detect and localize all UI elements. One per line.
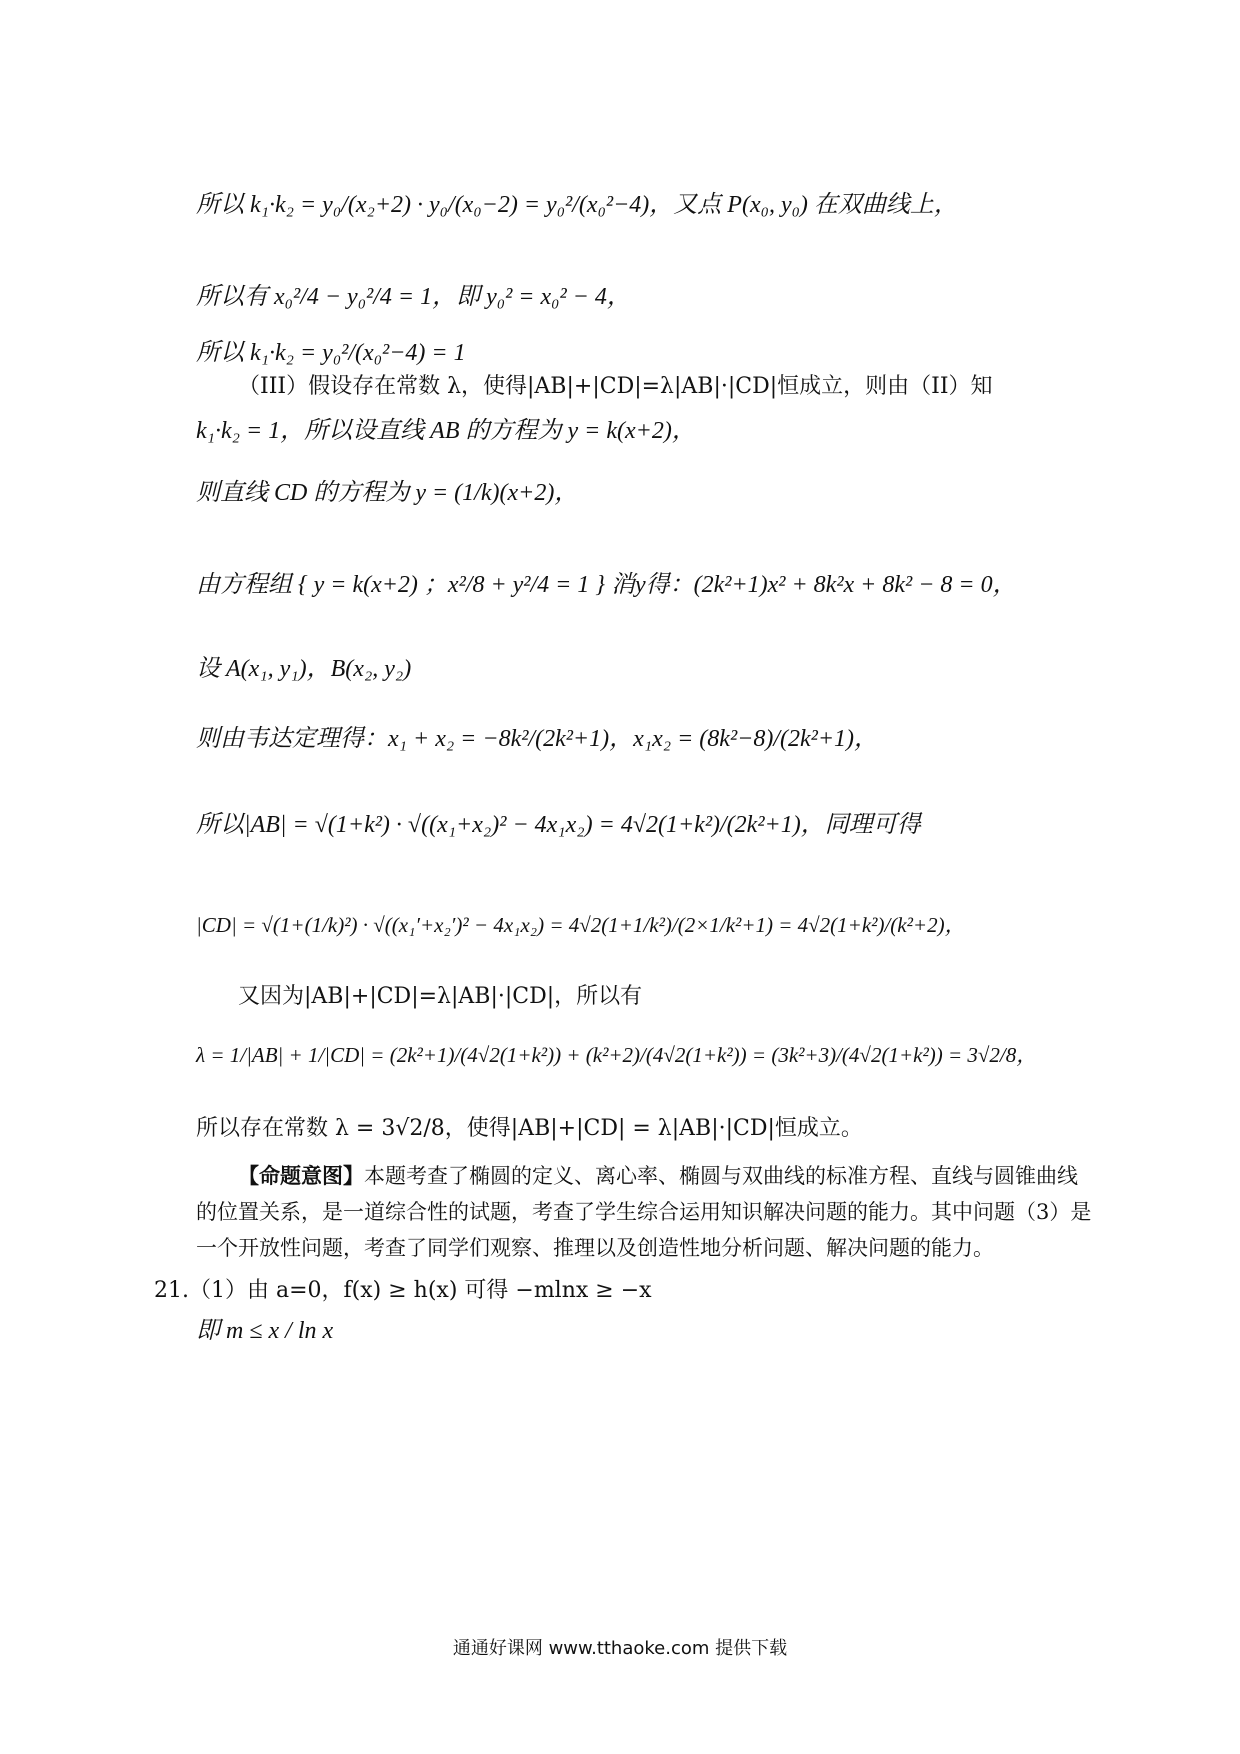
line-7: 由方程组 { y = k(x+2) ；x²/8 + y²/4 = 1 } 消y得：(2k²+1)x² + 8k²x + 8k² − 8 = 0， xyxy=(196,572,1017,598)
intent-text: 本题考查了椭圆的定义、离心率、椭圆与双曲线的标准方程、直线与圆锥曲线的位置关系，是一道综合性的试题，考查了学生综合运用知识解决问题的能力。其中问题（3）是一个开放性问题，考查了同学们观察、推理以及创造性地分析问题、解决问题的能力。 xyxy=(196,1164,1092,1260)
line-9: 则由韦达定理得：x₁ + x₂ = −8k²/(2k²+1)，x₁x₂ = (8k²−8)/(2k²+1)， xyxy=(196,726,879,752)
q21-line-2: 即 m ≤ x / ln x xyxy=(196,1318,334,1344)
line-14: 所以存在常数 λ = 3√2/8，使得|AB|+|CD| = λ|AB|·|CD|恒成立。 xyxy=(196,1116,863,1141)
line-3: 所以 k₁·k₂ = y₀²/(x₀²−4) = 1 xyxy=(196,340,466,366)
line-11: |CD| = √(1+(1/k)²) · √((x₁′+x₂′)² − 4x₁x₂) = 4√2(1+1/k²)/(2×1/k²+1) = 4√2(1+k²)/(k²+2)， xyxy=(196,913,966,937)
line-8: 设 A(x₁, y₁)，B(x₂, y₂) xyxy=(196,656,412,682)
line-6: 则直线 CD 的方程为 y = (1/k)(x+2)， xyxy=(196,480,579,506)
line-2: 所以有 x₀²/4 − y₀²/4 = 1，即 y₀² = x₀² − 4， xyxy=(196,284,631,310)
line-12: 又因为|AB|+|CD|=λ|AB|·|CD|，所以有 xyxy=(238,984,643,1009)
line-1: 所以 k₁·k₂ = y₀/(x₂+2) · y₀/(x₀−2) = y₀²/(x₀²−4)，又点 P(x₀, y₀) 在双曲线上， xyxy=(196,192,958,218)
line-5: k₁·k₂ = 1，所以设直线 AB 的方程为 y = k(x+2)， xyxy=(196,418,696,444)
line-10: 所以|AB| = √(1+k²) · √((x₁+x₂)² − 4x₁x₂) = 4√2(1+k²)/(2k²+1)，同理可得 xyxy=(196,812,921,838)
page-footer: 通通好课网 www.tthaoke.com 提供下载 xyxy=(452,1638,788,1659)
intent-heading: 【命题意图】 xyxy=(238,1163,364,1188)
q21-line-1: 21.（1）由 a=0，f(x) ≥ h(x) 可得 −mlnx ≥ −x xyxy=(154,1278,652,1303)
intent-paragraph xyxy=(196,1158,1096,1266)
line-4: （III）假设存在常数 λ，使得|AB|+|CD|=λ|AB|·|CD|恒成立，则由（II）知 xyxy=(238,374,993,399)
line-13: λ = 1/|AB| + 1/|CD| = (2k²+1)/(4√2(1+k²)) + (k²+2)/(4√2(1+k²)) = (3k²+3)/(4√2(1+k²)) = 3√2/8， xyxy=(196,1043,1038,1067)
